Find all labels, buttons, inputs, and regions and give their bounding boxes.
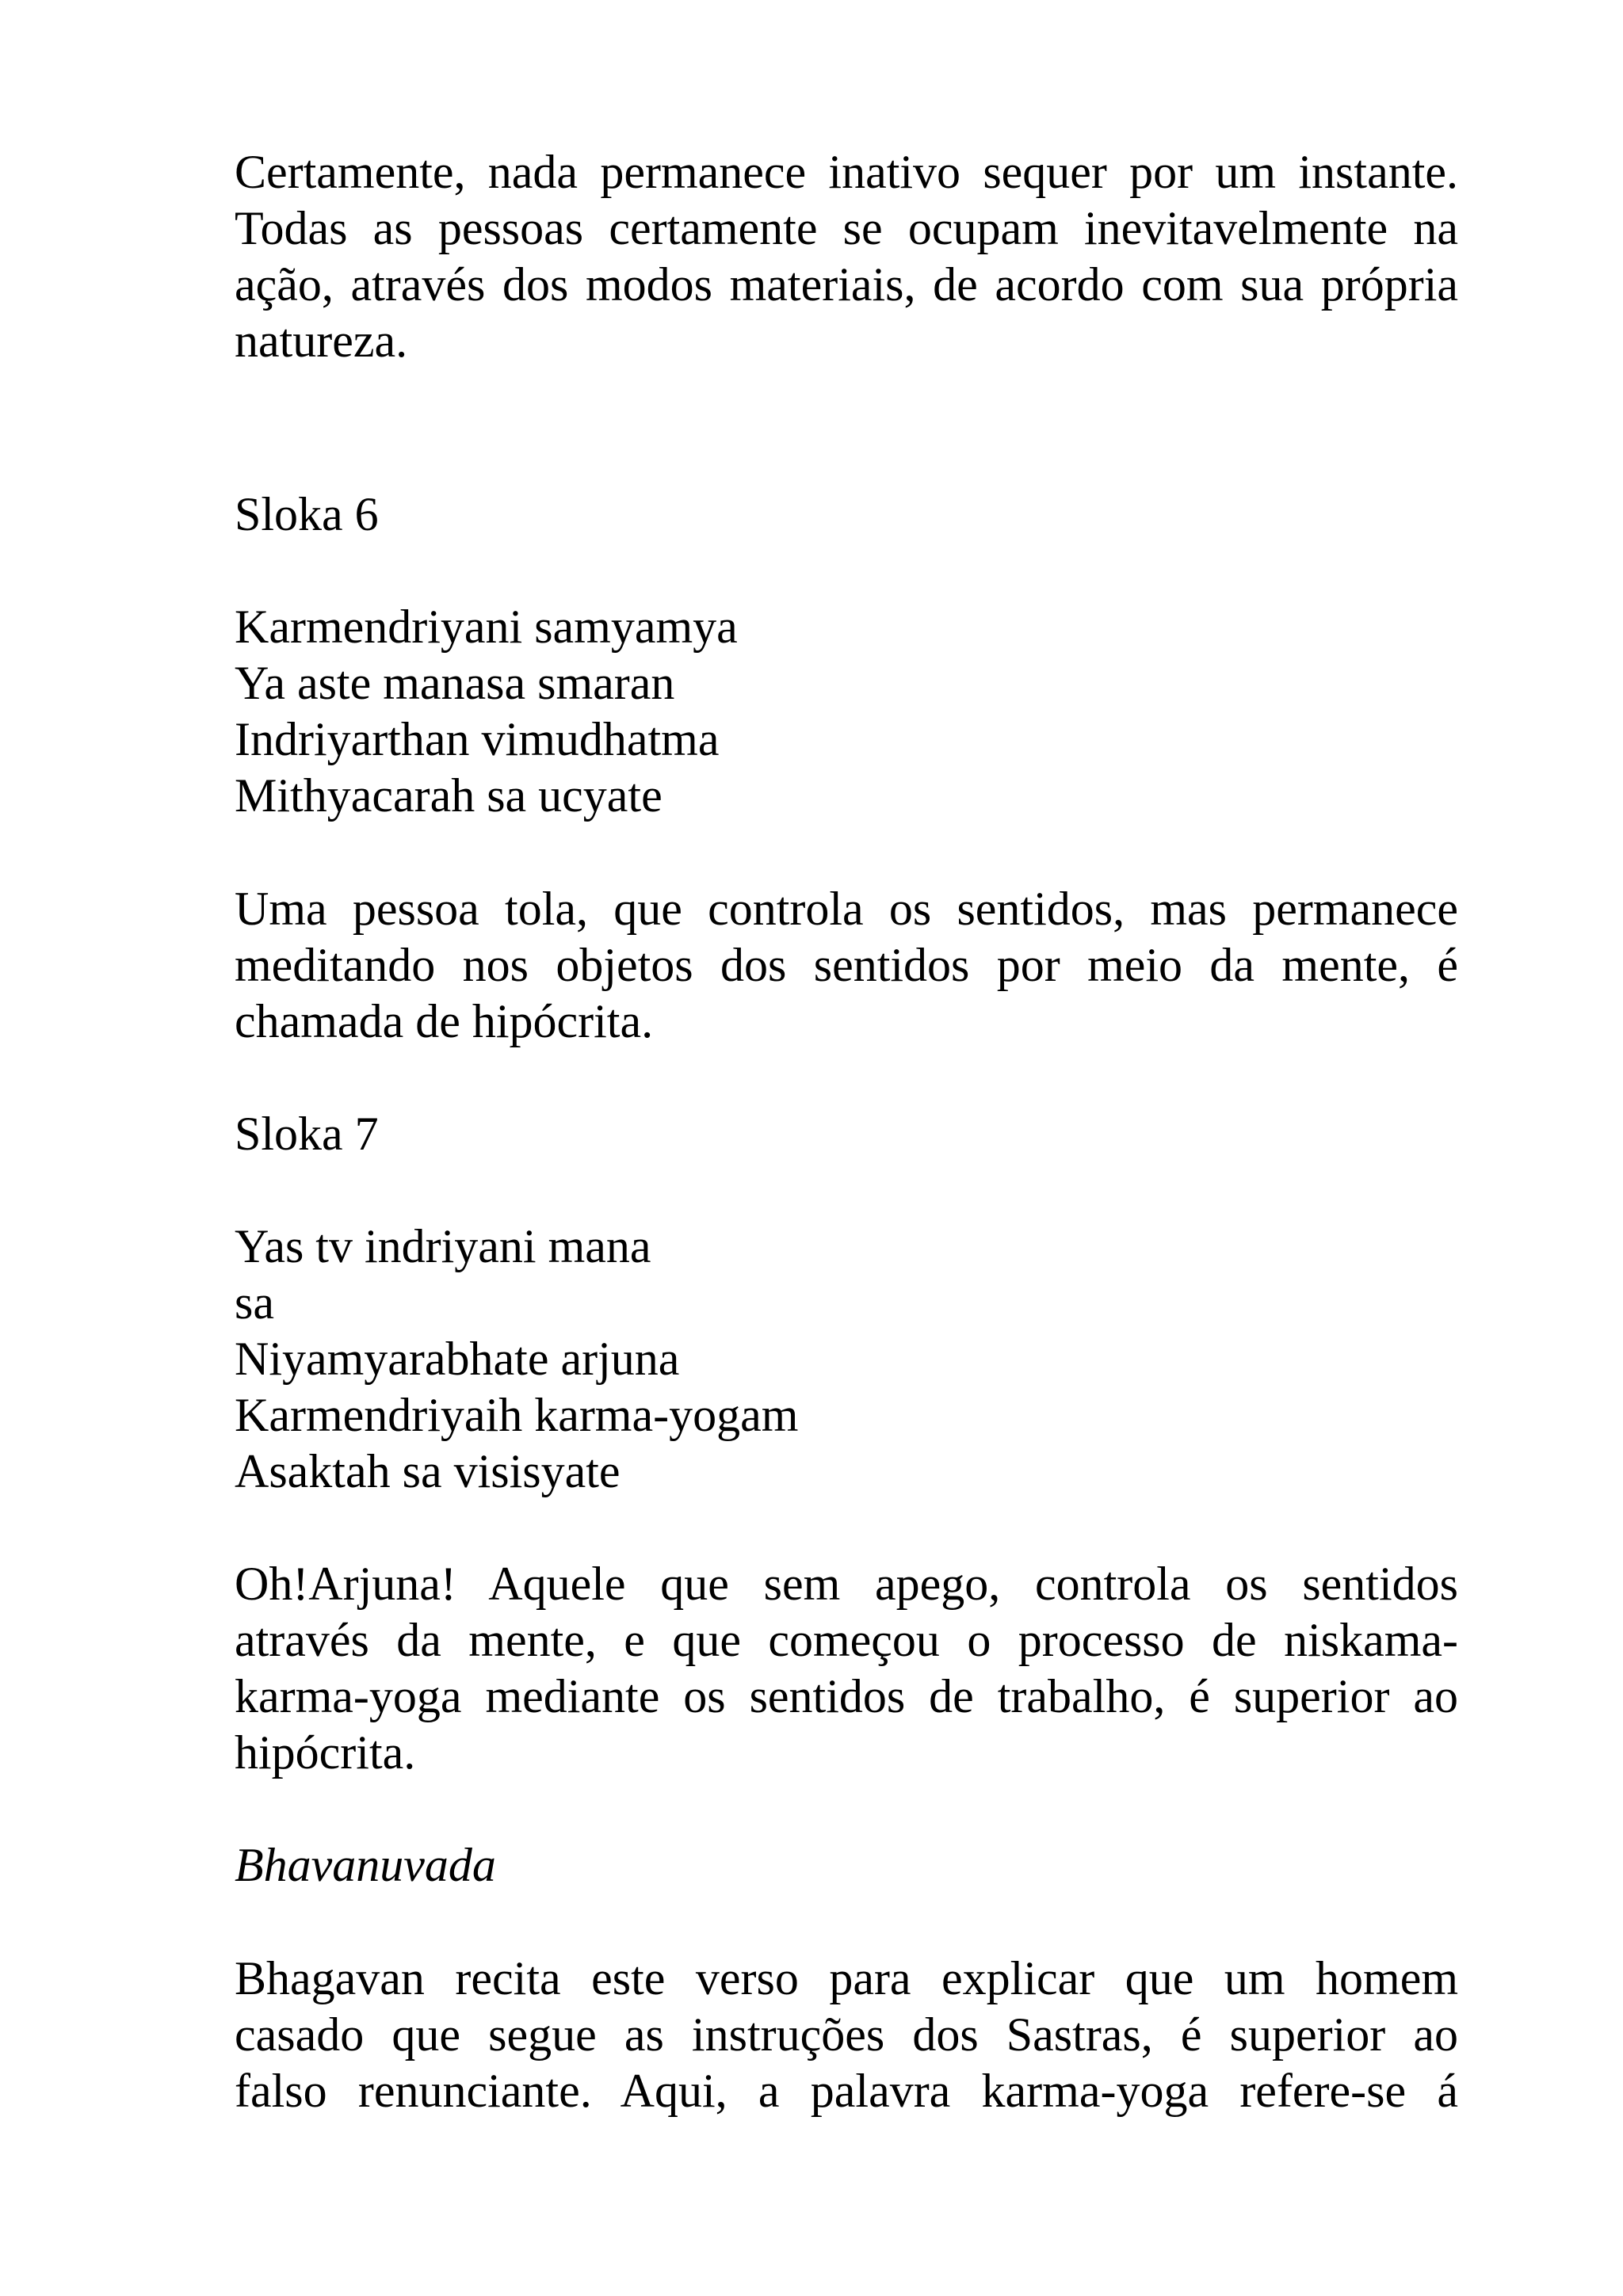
verse-line: Asaktah sa visisyate [235,1445,621,1497]
intro-paragraph [235,144,1458,369]
verse-line: Karmendriyaih karma-yogam [235,1389,799,1441]
paragraph-line: chamada de hipócrita. [235,995,654,1047]
verse-line: Mithyacarah sa ucyate [235,769,663,822]
page-content [235,144,1458,2119]
sloka-6-heading: Sloka 6 [235,488,379,540]
bhavanuvada-heading: Bhavanuvada [235,1839,496,1891]
paragraph-line: ação, através dos modos materiais, de acordo com sua própria [235,258,1458,311]
paragraph-line: Certamente, nada permanece inativo sequer por um instante. [235,146,1458,198]
sloka-7-translation [235,1556,1458,1781]
paragraph-line: natureza. [235,315,408,367]
paragraph-line: karma-yoga mediante os sentidos de trabalho, é superior ao [235,1670,1458,1722]
paragraph-line: através da mente, e que começou o processo de niskama- [235,1614,1458,1666]
paragraph-line: casado que segue as instruções dos Sastras, é superior ao [235,2008,1458,2061]
paragraph-line: Oh!Arjuna! Aquele que sem apego, controla os sentidos [235,1558,1458,1610]
paragraph-line: Todas as pessoas certamente se ocupam inevitavelmente na [235,202,1458,254]
verse-line: Karmendriyani samyamya [235,601,738,653]
verse-line: Ya aste manasa smaran [235,657,675,709]
verse-line: Yas tv indriyani mana [235,1220,651,1272]
bhavanuvada-paragraph [235,1951,1458,2119]
verse-line: Niyamyarabhate arjuna [235,1333,680,1385]
sloka-6-translation [235,881,1458,1050]
sloka-7-verse [235,1219,1458,1500]
paragraph-line: Bhagavan recita este verso para explicar que um homem [235,1952,1458,2004]
paragraph-line: Uma pessoa tola, que controla os sentidos, mas permanece [235,883,1458,935]
verse-line: Indriyarthan vimudhatma [235,713,720,765]
paragraph-line: meditando nos objetos dos sentidos por meio da mente, é [235,939,1458,991]
paragraph-line: falso renunciante. Aqui, a palavra karma-yoga refere-se á [235,2065,1458,2117]
sloka-7-heading: Sloka 7 [235,1108,379,1160]
paragraph-line: hipócrita. [235,1726,416,1779]
verse-line: sa [235,1276,274,1329]
sloka-6-verse [235,599,1458,824]
